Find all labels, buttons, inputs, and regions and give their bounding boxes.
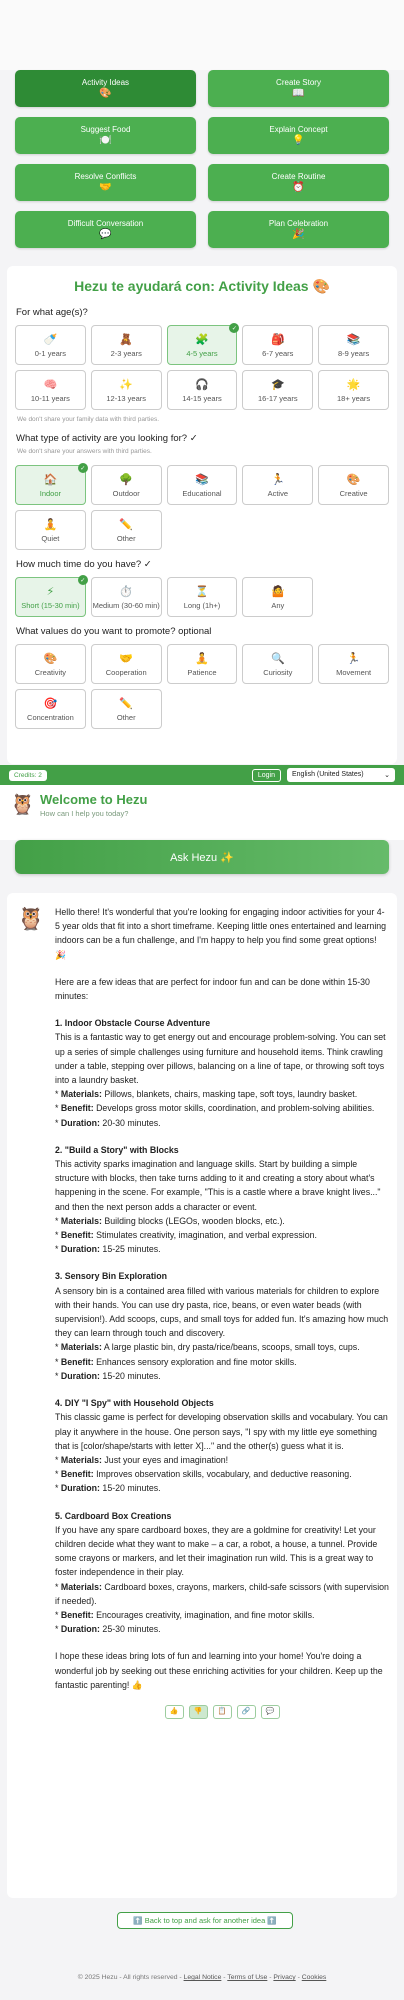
type-privacy-note: We don't share your answers with third parties. [17,448,152,455]
option-label: Any [271,600,285,610]
option-times-1[interactable] [91,577,162,617]
item-materials: Cardboard boxes, crayons, markers, child-safe scissors (with supervision if needed). [55,1581,389,1606]
item-desc: A sensory bin is a contained area filled with various materials for children to explore with their hands. You can use dry pasta, rice, beans, or even water beads (with supervision!). Add scoops, cups, and small toys for added fun. It's amazing how much they can learn through touch and discovery. [55,1285,389,1339]
thumbs-down-icon[interactable]: 👎 [189,1705,208,1719]
item-benefit: Enhances sensory exploration and fine motor skills. [96,1356,297,1367]
option-label: 12-13 years [106,393,146,403]
footer-link-terms[interactable]: Terms of Use [227,1974,268,1981]
item-duration: 15-20 minutes. [102,1483,161,1494]
option-label: Active [267,488,288,498]
item-materials-label: Materials: [60,1342,102,1353]
share-icon[interactable]: 🔗 [237,1705,256,1719]
item-desc: This classic game is perfect for developing observation skills and vocabulary. You can play it anywhere in the house. One person says, "I spy with my little eye something that is [color/shape/starts with letter X]..." and the other(s) guess what it is. [55,1412,388,1451]
category-button-2[interactable] [15,117,196,154]
option-label: 14-15 years [182,393,222,403]
time-options [15,577,389,617]
owl-avatar-icon: 🦉 [17,906,45,931]
option-label: Other [116,533,136,543]
type-question: What type of activity are you looking for? ✓ [16,433,198,444]
option-icon: ✏️ [119,697,134,710]
activity-form [7,266,397,764]
category-label: Suggest Food [80,124,131,134]
category-button-5[interactable] [208,164,389,201]
category-icon: 💡 [292,134,305,146]
option-types-1[interactable] [91,465,162,505]
option-icon: 🌳 [119,473,134,486]
option-icon: ✏️ [119,518,134,531]
option-label: Indoor [39,488,62,498]
answer-item-1: 2. "Build a Story" with Blocks This activity sparks imagination and language skills. Start by building a simple structure with blocks, then take turns adding to it and creating a story about what's happening in the scene. For example, "This is a castle where a brave knight lives..." and then the next person adds a character or event. * Materials: Building blocks (LEGOs, wooden blocks, etc.). * Benefit: Stimulates creativity, imagination, and verbal expression. * Duration: 15-25 minutes. [55,1144,381,1255]
back-to-top-button[interactable]: ⬆️ Back to top and ask for another idea ⬆️ [117,1912,293,1929]
option-icon: ⚡ [46,585,55,598]
answer-card [7,893,397,1898]
option-label: Educational [182,488,222,498]
item-duration: 15-20 minutes. [102,1370,161,1381]
item-benefit-label: Benefit: [60,1609,94,1620]
option-label: 8-9 years [337,348,370,358]
item-benefit-label: Benefit: [60,1469,94,1480]
category-icon: 🤝 [99,181,112,193]
option-icon: 🤝 [119,652,134,665]
option-icon: 🎓 [270,378,285,391]
type-options [15,465,389,550]
comment-icon[interactable]: 💬 [261,1705,280,1719]
answer-lead: Here are a few ideas that are perfect for indoor fun and can be done within 15-30 minutes: [55,976,370,1002]
category-icon: ⏰ [292,181,305,193]
option-ages-7[interactable] [167,370,238,410]
category-grid [0,70,404,248]
option-label: 2-3 years [110,348,142,358]
answer-item-0: 1. Indoor Obstacle Course Adventure This is a fantastic way to get energy out and encourage problem-solving. You can set up a series of simple challenges using furniture and household items. Think crawling under a table, stepping over pillows, balancing on a line of tape, or throwing soft toys into a laundry basket. * Materials: Pillows, blankets, chairs, masking tape, soft toys, laundry basket. * Benefit: Develops gross motor skills, coordination, and problem-solving abilities. * Duration: 20-30 minutes. [55,1018,386,1128]
option-ages-0[interactable] [15,325,86,365]
option-ages-2[interactable] [167,325,238,365]
option-icon: 🏃 [270,473,285,486]
option-icon: 🧘 [43,518,58,531]
option-icon: 🧠 [43,378,58,391]
item-benefit: Encourages creativity, imagination, and fine motor skills. [96,1609,315,1620]
option-values-4[interactable] [318,644,389,684]
category-label: Plan Celebration [268,218,329,228]
category-label: Create Routine [271,171,326,181]
category-icon: 🎉 [292,228,305,240]
option-label: Curiosity [263,667,293,677]
item-materials: Building blocks (LEGOs, wooden blocks, etc.). [104,1215,285,1226]
category-button-3[interactable] [208,117,389,154]
option-label: Creative [339,488,368,498]
item-duration: 20-30 minutes. [102,1117,161,1128]
option-icon: ⏳ [195,585,209,598]
option-types-2[interactable] [167,465,238,505]
answer-item-4: 5. Cardboard Box Creations If you have any spare cardboard boxes, they are a goldmine for creativity! Let your children decide what they want to make – a car, a robot, a house, a tunnel. Provide some crayons or markers, and let their imagination run wild. This is a great way to foster independence in their play. * Materials: Cardboard boxes, crayons, markers, child-safe scissors (with supervision if needed). * Benefit: Encourages creativity, imagination, and fine motor skills. * Duration: 25-30 minutes. [55,1510,389,1635]
option-label: 16-17 years [257,393,298,403]
option-values-3[interactable] [242,644,313,684]
category-icon: 🍽️ [99,134,112,146]
login-button[interactable]: Login [252,769,281,782]
option-types-5[interactable] [15,510,86,550]
category-icon: 💬 [99,228,112,240]
time-question: How much time do you have? ✓ [16,559,152,570]
category-label: Explain Concept [269,124,328,134]
option-ages-6[interactable] [91,370,162,410]
check-icon: ✓ [78,463,88,473]
top-blank-area [0,0,404,70]
option-icon: 🧩 [195,333,209,346]
category-label: Difficult Conversation [67,218,144,228]
check-icon: ✓ [78,575,88,585]
age-options [15,325,389,410]
option-values-5[interactable] [15,689,86,729]
option-types-3[interactable] [242,465,313,505]
option-icon: 🧸 [119,333,134,346]
option-label: Concentration [27,712,74,722]
option-label: Long (1h+) [183,600,221,610]
option-icon: 🍼 [43,333,58,346]
item-duration-label: Duration: [60,1624,100,1635]
option-icon: 📚 [346,333,361,346]
option-icon: 🎯 [43,697,58,710]
item-desc: This activity sparks imagination and language skills. Start by building a simple structure with blocks, then take turns adding to it and creating a story about what's happening in the scene. For example, "This is a castle where a brave knight lives..." and then the next person adds a character or event. [55,1159,381,1212]
owl-logo-icon: 🦉 [10,794,35,816]
answer-item-2: 3. Sensory Bin Exploration A sensory bin is a contained area filled with various materials for children to explore with their hands. You can use dry pasta, rice, beans, or even water beads (with supervision!). Add scoops, cups, and small toys for added fun. It's amazing how much they can learn through touch and discovery. * Materials: A large plastic bin, dry pasta/rice/beans, scoops, small toys, cups. * Benefit: Enhances sensory exploration and fine motor skills. * Duration: 15-20 minutes. [55,1271,389,1381]
item-benefit: Stimulates creativity, imagination, and verbal expression. [96,1230,317,1241]
option-label: Outdoor [112,488,140,498]
item-duration-label: Duration: [60,1244,100,1255]
credits-badge: Credits: 2 [9,770,47,781]
option-times-0[interactable] [15,577,86,617]
option-icon: 🧘 [195,652,209,665]
option-label: Cooperation [105,667,147,677]
item-duration-label: Duration: [60,1370,100,1381]
item-benefit-label: Benefit: [60,1356,94,1367]
option-icon: 🎒 [270,333,285,346]
item-duration-label: Duration: [60,1117,100,1128]
values-question: What values do you want to promote? optional [16,626,212,637]
option-values-1[interactable] [91,644,162,684]
item-materials-label: Materials: [60,1215,102,1226]
copyright: © 2025 Hezu - All rights reserved - [77,1974,182,1981]
option-icon: ⏱️ [119,585,134,598]
feedback-buttons [55,1705,389,1719]
option-ages-8[interactable] [242,370,313,410]
item-materials: A large plastic bin, dry pasta/rice/beans, scoops, small toys, cups. [103,1342,360,1353]
values-options [15,644,389,729]
option-ages-9[interactable] [318,370,389,410]
answer-intro: Hello there! It's wonderful that you're looking for engaging indoor activities for your 4-5 year olds that fit into a short timeframe. Keeping little ones entertained and learning indoors can be a fun challenge, and I'm happy to help you find some great options! 🎉 [55,907,387,960]
option-icon: 🎧 [195,378,209,391]
option-types-6[interactable] [91,510,162,550]
answer-text [55,905,389,1898]
option-label: 18+ years [337,393,371,403]
ask-hezu-button[interactable]: Ask Hezu ✨ [15,840,389,874]
option-icon: 🏃 [346,652,361,665]
option-label: Medium (30-60 min) [92,600,160,610]
option-label: 10-11 years [30,393,70,403]
item-title: 2. "Build a Story" with Blocks [55,1144,179,1155]
item-title: 3. Sensory Bin Exploration [55,1271,167,1282]
item-materials-label: Materials: [60,1581,102,1592]
option-icon: 🏠 [43,473,58,486]
option-label: Quiet [41,533,60,543]
item-desc: This is a fantastic way to get energy out and encourage problem-solving. You can set up a series of simple challenges using furniture and household items. Think crawling under a table, stepping over pillows, balancing on a line of tape, or throwing soft toys into a laundry basket. [55,1032,386,1086]
category-label: Create Story [276,77,321,87]
option-icon: 🎨 [346,473,361,486]
item-duration: 15-25 minutes. [102,1244,161,1255]
option-label: Short (15-30 min) [21,600,80,610]
category-button-1[interactable] [208,70,389,107]
chevron-down-icon: ⌄ [384,772,390,779]
category-button-4[interactable] [15,164,196,201]
category-label: Resolve Conflicts [74,171,137,181]
item-materials: Just your eyes and imagination! [104,1454,229,1465]
language-select[interactable] [287,768,395,782]
option-types-0[interactable] [15,465,86,505]
option-label: 4-5 years [186,348,218,358]
option-ages-1[interactable] [91,325,162,365]
footer-link-legal[interactable]: Legal Notice [183,1974,222,1981]
option-times-3[interactable] [242,577,313,617]
option-types-4[interactable] [318,465,389,505]
thumbs-up-icon[interactable]: 👍 [165,1705,184,1719]
option-label: 6-7 years [262,348,294,358]
option-icon: 🔍 [270,652,285,665]
footer: © 2025 Hezu - All rights reserved - Legal Notice - Terms of Use - Privacy - Cookies [77,1974,327,1981]
option-icon: 🌟 [346,378,361,391]
answer-outro: I hope these ideas bring lots of fun and learning into your home! You're doing a wonderful job by seeking out these enriching activities for your children. Keep up the fantastic parenting! 👍 [55,1651,383,1690]
item-title: 4. DIY "I Spy" with Household Objects [55,1398,214,1409]
item-duration: 25-30 minutes. [102,1624,161,1635]
item-title: 5. Cardboard Box Creations [55,1510,172,1521]
option-ages-3[interactable] [242,325,313,365]
option-label: Patience [187,667,217,677]
footer-link-privacy[interactable]: Privacy [273,1974,296,1981]
category-icon: 📖 [292,87,305,99]
item-materials: Pillows, blankets, chairs, masking tape, soft toys, laundry basket. [104,1089,358,1100]
footer-link-cookies[interactable]: Cookies [301,1974,327,1981]
welcome-title: Welcome to Hezu [40,792,148,807]
answer-item-3: 4. DIY "I Spy" with Household Objects This classic game is perfect for developing observation skills and vocabulary. You can play it anywhere in the house. One person says, "I spy with my little eye something that is [color/shape/starts with letter X]..." and the other(s) guess what it is. * Materials: Just your eyes and imagination! * Benefit: Improves observation skills, vocabulary, and deductive reasoning. * Duration: 15-20 minutes. [55,1398,388,1494]
option-icon: ✨ [119,378,134,391]
category-button-7[interactable] [208,211,389,248]
welcome-subtitle: How can I help you today? [40,809,129,818]
option-ages-4[interactable] [318,325,389,365]
option-icon: 🎨 [43,652,58,665]
form-title: Hezu te ayudará con: Activity Ideas 🎨 [74,278,330,294]
category-button-6[interactable] [15,211,196,248]
language-value: English (United States) [292,771,364,778]
option-ages-5[interactable] [15,370,86,410]
option-icon: 🤷 [270,585,285,598]
item-desc: If you have any spare cardboard boxes, they are a goldmine for creativity! Let your children decide what they want to make – a car, a robot, a house, a tunnel. Provide some crayons or markers, and let their imagination run wild. This is a great way to foster independence in their play. [55,1524,378,1578]
copy-icon[interactable]: 📋 [213,1705,232,1719]
item-benefit: Develops gross motor skills, coordination, and problem-solving abilities. [96,1103,375,1114]
item-materials-label: Materials: [60,1454,102,1465]
option-values-6[interactable] [91,689,162,729]
age-privacy-note: We don't share your family data with third parties. [17,416,160,423]
item-duration-label: Duration: [60,1483,100,1494]
option-label: Creativity [34,667,67,677]
app-header [0,765,404,840]
category-icon: 🎨 [99,87,112,99]
item-benefit: Improves observation skills, vocabulary, and deductive reasoning. [96,1469,352,1480]
item-materials-label: Materials: [60,1089,102,1100]
option-label: Other [116,712,136,722]
category-button-0[interactable] [15,70,196,107]
item-title: 1. Indoor Obstacle Course Adventure [55,1018,211,1029]
category-label: Activity Ideas [81,77,130,87]
check-icon: ✓ [229,323,239,333]
item-benefit-label: Benefit: [60,1103,94,1114]
option-label: Movement [336,667,372,677]
option-icon: 📚 [195,473,209,486]
top-bar [0,765,404,785]
option-values-0[interactable] [15,644,86,684]
option-label: 0-1 years [34,348,67,358]
item-benefit-label: Benefit: [60,1230,94,1241]
option-times-2[interactable] [167,577,238,617]
age-question: For what age(s)? [16,307,88,318]
option-values-2[interactable] [167,644,238,684]
